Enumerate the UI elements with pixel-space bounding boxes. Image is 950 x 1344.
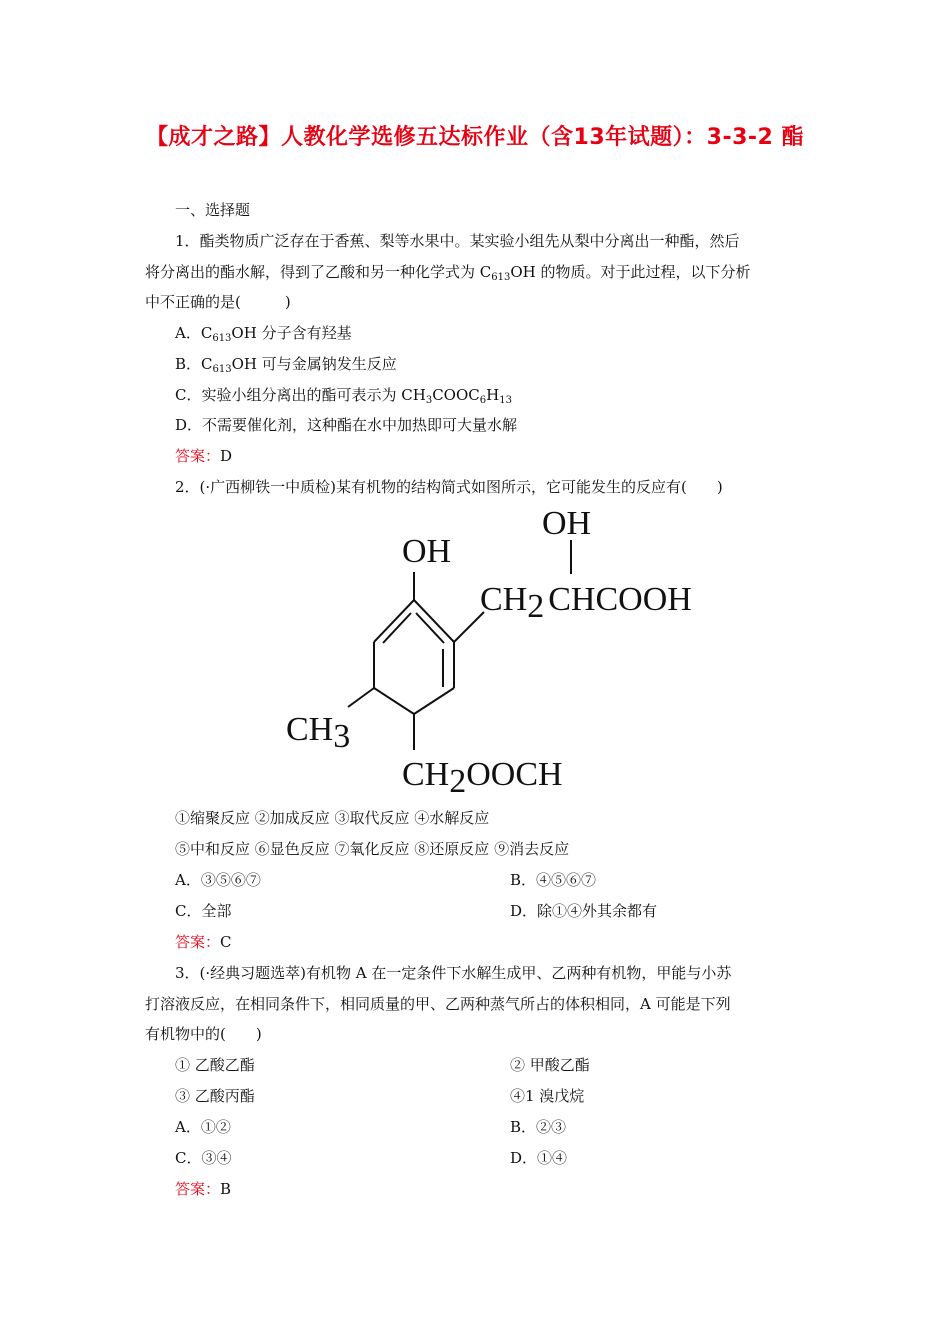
q1-stem-line2: 将分离出的酯水解，得到了乙酸和另一种化学式为 $C_{613}OH$ 的物质。对于此过程，以下分析 bbox=[145, 263, 751, 283]
q2-reactions-line2: ⑤中和反应 ⑥显色反应 ⑦氧化反应 ⑧还原反应 ⑨消去反应 bbox=[175, 840, 570, 858]
hydroxyl-ring-label: OH bbox=[402, 533, 452, 570]
q3-option-c: C．③④ bbox=[175, 1149, 232, 1167]
structural-formula bbox=[280, 500, 720, 800]
q3-item-2: ② 甲酸乙酯 bbox=[510, 1056, 590, 1074]
q1-option-d: D．不需要催化剂，这种酯在水中加热即可大量水解 bbox=[175, 416, 518, 434]
q2-option-a: A．③⑤⑥⑦ bbox=[175, 871, 261, 889]
q2-reactions-line1: ①缩聚反应 ②加成反应 ③取代反应 ④水解反应 bbox=[175, 809, 490, 827]
q2-option-d: D．除①④外其余都有 bbox=[510, 902, 658, 920]
q1-stem-line3: 中不正确的是( ) bbox=[145, 293, 291, 311]
q1-stem-line1: 1．酯类物质广泛存在于香蕉、梨等水果中。某实验小组先从梨中分离出一种酯，然后 bbox=[175, 232, 740, 250]
q3-answer: 答案：B bbox=[175, 1180, 232, 1198]
q3-item-1: ① 乙酸乙酯 bbox=[175, 1056, 255, 1074]
hydroxyl-chain-label: OH bbox=[542, 505, 592, 542]
q1-option-c: C．实验小组分离出的酯可表示为 $CH_3COOC_6H_{13}$ bbox=[175, 386, 512, 406]
q1-option-b: B．$C_{613}OH$ 可与金属钠发生反应 bbox=[175, 355, 397, 375]
q1-option-a: A．$C_{613}OH$ 分子含有羟基 bbox=[175, 324, 352, 344]
q3-option-a: A．①② bbox=[175, 1118, 231, 1136]
methyl-label: CH3 bbox=[286, 711, 351, 755]
q3-stem-line2: 打溶液反应，在相同条件下，相同质量的甲、乙两种蒸气所占的体积相同，A 可能是下列 bbox=[145, 995, 731, 1013]
q2-stem: 2．(·广西柳铁一中质检)某有机物的结构简式如图所示，它可能发生的反应有( ) bbox=[175, 478, 723, 496]
benzene-ring bbox=[374, 600, 454, 714]
bonds bbox=[348, 540, 571, 750]
q3-stem-line1: 3．(·经典习题选萃)有机物 A 在一定条件下水解生成甲、乙两种有机物，甲能与小苏 bbox=[175, 964, 732, 982]
q1-answer: 答案：D bbox=[175, 447, 233, 465]
ester-label: CH2OOCH bbox=[402, 756, 563, 800]
q2-answer: 答案：C bbox=[175, 933, 232, 951]
chain-label: CH2 CHCOOH bbox=[480, 581, 692, 625]
q2-option-b: B．④⑤⑥⑦ bbox=[510, 871, 597, 889]
page-title: 【成才之路】人教化学选修五达标作业（含13年试题）：3-3-2 酯 bbox=[146, 125, 804, 150]
q3-option-b: B．②③ bbox=[510, 1118, 567, 1136]
q3-item-4: ④1 溴戊烷 bbox=[510, 1087, 585, 1105]
q2-option-c: C．全部 bbox=[175, 902, 232, 920]
q3-stem-line3: 有机物中的( ) bbox=[145, 1025, 262, 1043]
q3-item-3: ③ 乙酸丙酯 bbox=[175, 1087, 255, 1105]
q3-option-d: D．①④ bbox=[510, 1149, 568, 1167]
section-heading: 一、选择题 bbox=[175, 201, 251, 219]
